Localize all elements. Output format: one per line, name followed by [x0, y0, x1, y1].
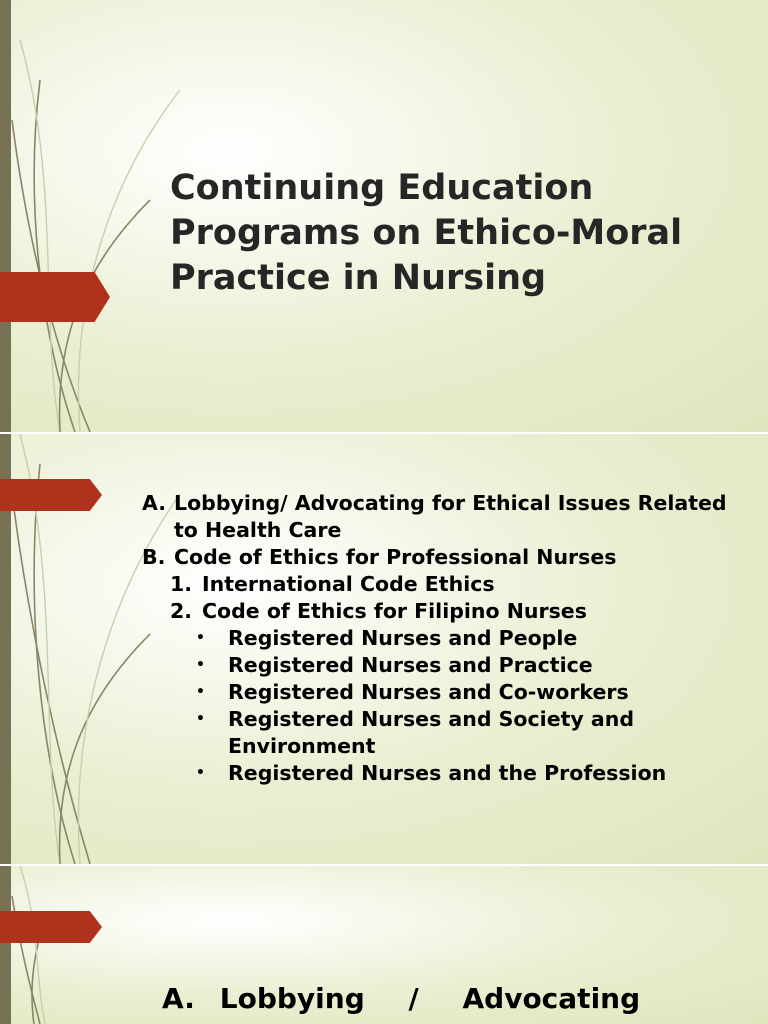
- outline-item: [140, 679, 750, 706]
- slide-3: [0, 866, 768, 1024]
- outline-text: Registered Nurses and Society and Environment: [228, 707, 634, 758]
- outline-item: [140, 598, 750, 625]
- bullet-icon: •: [196, 765, 205, 781]
- outline-text: Registered Nurses and People: [228, 626, 578, 650]
- outline-item: [140, 625, 750, 652]
- section-heading: [162, 982, 640, 1016]
- accent-tab: [0, 479, 102, 511]
- outline-text: Code of Ethics for Filipino Nurses: [202, 599, 587, 623]
- outline-text: Registered Nurses and Practice: [228, 653, 593, 677]
- outline-item: [140, 706, 750, 760]
- heading-marker: A.: [162, 982, 195, 1015]
- bullet-icon: •: [196, 630, 205, 646]
- outline-text: Lobbying/ Advocating for Ethical Issues Related to Health Care: [174, 491, 727, 542]
- outline-item: [140, 571, 750, 598]
- outline-item: [140, 652, 750, 679]
- bullet-icon: •: [196, 711, 205, 727]
- accent-tab: [0, 911, 102, 943]
- outline-marker: A.: [142, 491, 167, 515]
- outline-item: [140, 490, 750, 544]
- bullet-icon: •: [196, 684, 205, 700]
- slide-1: [0, 0, 768, 432]
- outline-item: [140, 760, 750, 787]
- outline-list: [140, 490, 750, 787]
- heading-word: Advocating: [462, 982, 641, 1015]
- accent-tab: [0, 272, 110, 322]
- outline-marker: 1.: [170, 572, 193, 596]
- bullet-icon: •: [196, 657, 205, 673]
- outline-text: International Code Ethics: [202, 572, 495, 596]
- heading-word: Lobbying: [219, 982, 365, 1015]
- slide-2: [0, 434, 768, 864]
- outline-text: Registered Nurses and the Profession: [228, 761, 667, 785]
- outline-item: [140, 544, 750, 571]
- outline-text: Registered Nurses and Co-workers: [228, 680, 629, 704]
- slide-title: Continuing Education Programs on Ethico-Moral Practice in Nursing: [170, 168, 683, 298]
- outline-marker: 2.: [170, 599, 193, 623]
- outline-marker: B.: [142, 545, 166, 569]
- heading-slash: /: [408, 982, 419, 1015]
- outline-text: Code of Ethics for Professional Nurses: [174, 545, 617, 569]
